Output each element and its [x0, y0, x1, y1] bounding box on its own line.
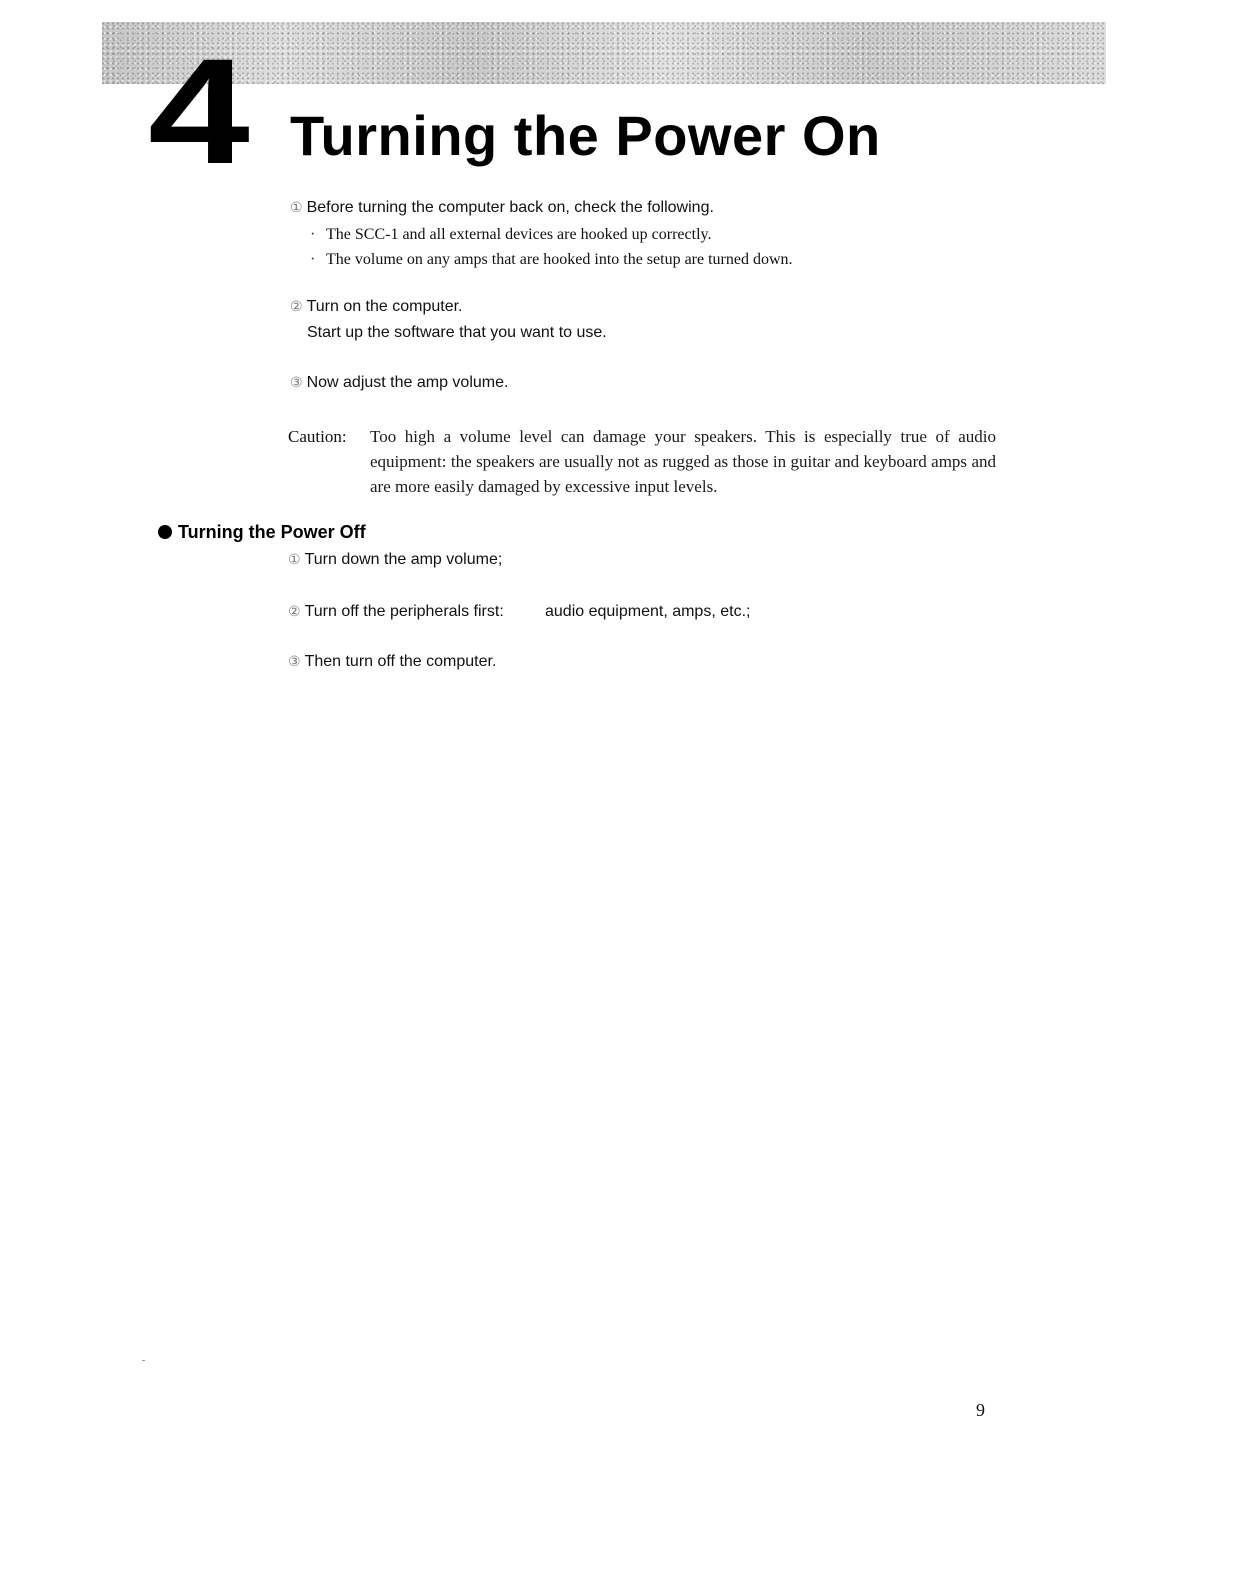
page-number: 9 [976, 1400, 985, 1420]
checklist-item [310, 250, 793, 270]
step-3-number: ③ [290, 376, 303, 391]
step-1-number: ① [290, 201, 303, 216]
power-off-step-3-number: ③ [288, 655, 301, 670]
section-heading-text: Turning the Power Off [178, 522, 366, 542]
power-off-step-2-text: Turn off the peripherals first: [304, 603, 504, 620]
step-2-number: ② [290, 300, 303, 315]
page-title: Turning the Power On [290, 104, 881, 167]
power-off-step-2-number: ② [288, 605, 301, 620]
step-2-subtext: Start up the software that you want to use. [307, 324, 607, 341]
checklist-item-text: The volume on any amps that are hooked into the setup are turned down. [326, 251, 793, 268]
power-off-step-3-text: Then turn off the computer. [304, 653, 497, 670]
scan-artifact [142, 1360, 145, 1361]
bullet-icon: · [310, 251, 316, 268]
bullet-dot-icon [158, 525, 172, 539]
power-off-step-2 [288, 602, 504, 623]
caution-label: Caution: [288, 427, 347, 446]
power-off-step-2-extra: audio equipment, amps, etc.; [545, 603, 751, 620]
step-1 [290, 198, 714, 219]
power-off-step-1-text: Turn down the amp volume; [304, 551, 503, 568]
power-off-step-1 [288, 550, 502, 571]
chapter-number: 4 [148, 27, 248, 195]
chapter-header-band [102, 22, 1106, 84]
step-3-text: Now adjust the amp volume. [306, 374, 509, 391]
step-2-text: Turn on the computer. [306, 298, 463, 315]
bullet-icon: · [310, 226, 316, 243]
caution-text: Too high a volume level can damage your speakers. This is especially true of audio equipment: the speakers are usually not as rugged as those in guitar and keyboard amps and are more easily damaged by excessive input levels. [370, 427, 996, 496]
step-3 [290, 373, 508, 394]
section-heading [158, 521, 366, 543]
power-off-step-1-number: ① [288, 553, 301, 568]
checklist-item [310, 225, 711, 245]
checklist-item-text: The SCC-1 and all external devices are hooked up correctly. [326, 226, 712, 243]
step-2 [290, 297, 463, 318]
power-off-step-3 [288, 652, 496, 673]
step-1-text: Before turning the computer back on, check the following. [306, 199, 714, 216]
